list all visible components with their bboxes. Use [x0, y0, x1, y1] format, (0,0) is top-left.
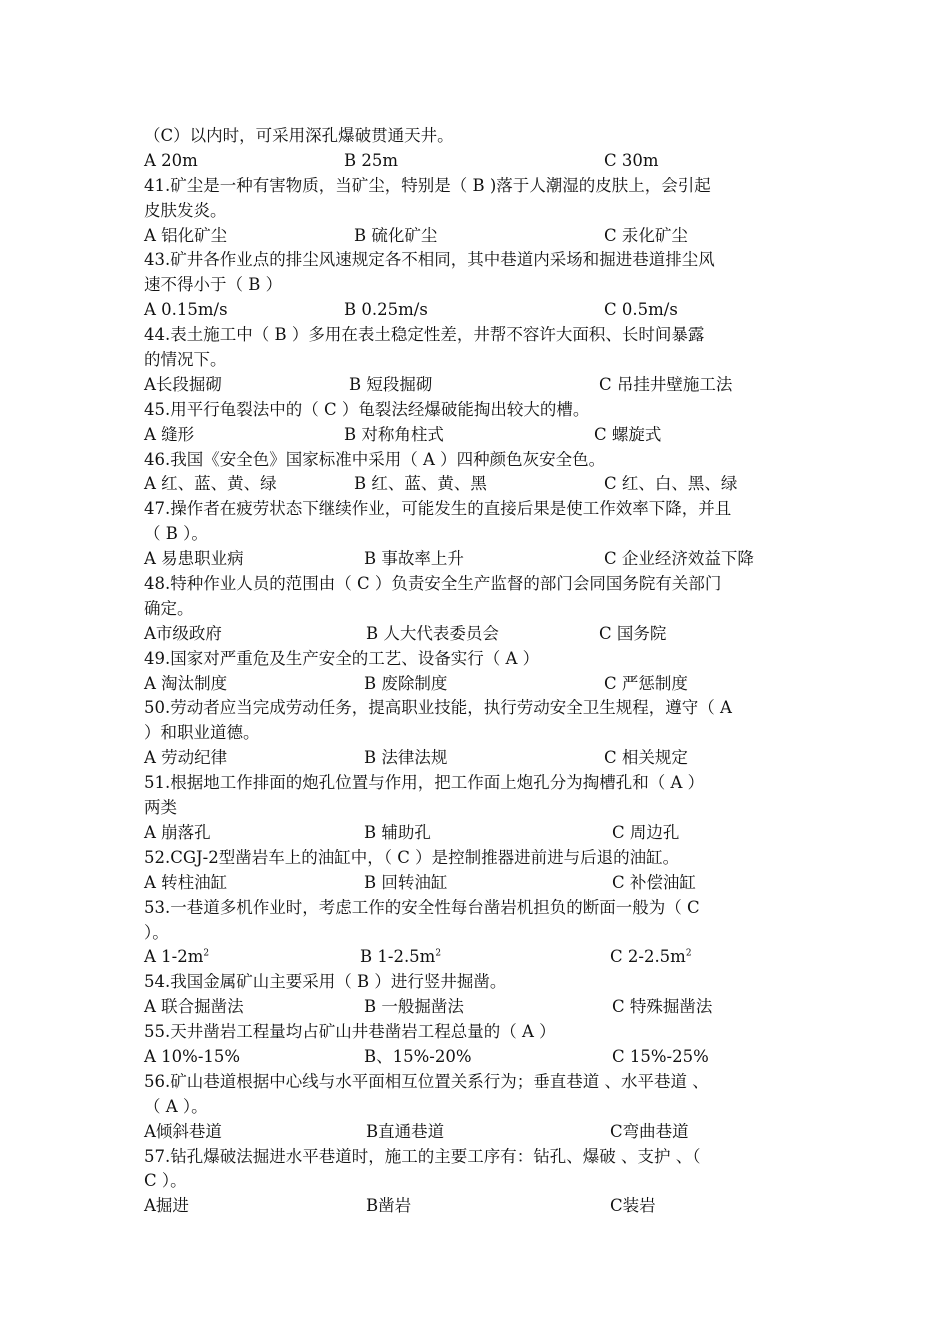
question-text-line [144, 647, 839, 672]
option-a [144, 871, 227, 896]
option-a-text: A 1-2m [144, 947, 204, 967]
option-b [354, 472, 487, 497]
option-c [599, 622, 666, 647]
option-b [364, 746, 447, 771]
option-a-text: A长段掘砌 [144, 374, 222, 394]
option-a [144, 298, 228, 323]
option-a-text: A 易患职业病 [144, 549, 244, 569]
option-a [144, 1120, 222, 1145]
option-c [612, 1045, 709, 1070]
question-text-line [144, 896, 839, 921]
question-text-line [144, 1145, 839, 1170]
option-b [349, 373, 432, 398]
question-text-line [144, 1095, 839, 1120]
option-a-text: A 铝化矿尘 [144, 225, 228, 245]
option-c [604, 224, 688, 249]
option-a-text: A 20m [144, 150, 198, 170]
superscript-unit: 2 [685, 948, 692, 959]
question-text-line [144, 248, 839, 273]
option-b-text: B 人大代表委员会 [366, 623, 499, 643]
option-c-text: C 国务院 [599, 623, 667, 643]
option-a [144, 1045, 240, 1070]
option-a-text: A市级政府 [144, 623, 222, 643]
option-a [144, 945, 209, 970]
option-c [612, 821, 679, 846]
question-text-line [144, 1070, 839, 1095]
question-text-line [144, 497, 839, 522]
option-a-text: A 劳动纪律 [144, 748, 228, 768]
option-c [604, 547, 754, 572]
option-a-text: A 缝形 [144, 424, 195, 444]
question-text: 47.操作者在疲劳状态下继续作业，可能发生的直接后果是使工作效率下降，并且 [144, 499, 732, 519]
question-text: ）和职业道德。 [144, 723, 260, 743]
question-text-line [144, 174, 839, 199]
option-b [360, 945, 441, 970]
option-b [344, 149, 398, 174]
option-b-text: B 0.25m/s [344, 300, 428, 320]
option-a-text: A 10%-15% [144, 1046, 241, 1066]
answer-options-line [144, 547, 839, 572]
option-c [599, 373, 732, 398]
question-text-line [144, 846, 839, 871]
option-c-text: C 周边孔 [612, 822, 680, 842]
answer-options-line [144, 622, 839, 647]
question-text-line [144, 448, 839, 473]
question-text-line [144, 597, 839, 622]
option-a [144, 672, 227, 697]
question-text: （ A ）。 [144, 1096, 208, 1116]
question-text-line [144, 323, 839, 348]
option-b-text: B 一般掘凿法 [364, 997, 464, 1017]
option-c-text: C弯曲巷道 [610, 1121, 689, 1141]
option-b-text: B、15%-20% [364, 1046, 472, 1066]
question-text: （C）以内时，可采用深孔爆破贯通天井。 [144, 126, 454, 145]
question-text: 55.天井凿岩工程量均占矿山井巷凿岩工程总量的（ A ） [144, 1022, 556, 1042]
option-a [144, 1194, 189, 1219]
question-text: 两类 [144, 798, 177, 818]
question-text: 49.国家对严重危及生产安全的工艺、设备实行（ A ） [144, 648, 540, 668]
option-a [144, 423, 194, 448]
option-c [612, 871, 696, 896]
option-b [366, 1194, 411, 1219]
question-text: 速不得小于（ B ） [144, 275, 283, 295]
question-text-line [144, 124, 839, 149]
question-text-line [144, 771, 839, 796]
option-a-text: A 红、蓝、黄、绿 [144, 474, 277, 494]
option-c-text: C 相关规定 [604, 748, 688, 768]
question-text: 54.我国金属矿山主要采用（ B ）进行竖井掘凿。 [144, 972, 507, 992]
option-a [144, 373, 222, 398]
option-b [364, 821, 431, 846]
option-b [354, 224, 437, 249]
option-a [144, 821, 211, 846]
option-a-text: A掘进 [144, 1196, 189, 1216]
option-b [364, 547, 464, 572]
answer-options-line [144, 746, 839, 771]
option-b-text: B 红、蓝、黄、黑 [354, 474, 487, 494]
question-text-line [144, 696, 839, 721]
question-list [144, 124, 839, 1219]
answer-options-line [144, 995, 839, 1020]
answer-options-line [144, 373, 839, 398]
option-a [144, 224, 227, 249]
option-c [604, 472, 737, 497]
option-b-text: B 短段掘砌 [349, 374, 433, 394]
option-a [144, 995, 244, 1020]
question-text: 的情况下。 [144, 350, 227, 370]
option-a-text: A 崩落孔 [144, 822, 211, 842]
option-c-text: C 红、白、黑、绿 [604, 474, 738, 494]
option-c [612, 995, 712, 1020]
answer-options-line [144, 871, 839, 896]
option-c-text: C 补偿油缸 [612, 872, 696, 892]
option-a-text: A倾斜巷道 [144, 1121, 222, 1141]
option-b-text: B 事故率上升 [364, 549, 464, 569]
option-c-text: C 2-2.5m [610, 947, 686, 967]
question-text-line [144, 398, 839, 423]
question-text-line [144, 348, 839, 373]
question-text: 52.CGJ-2型凿岩车上的油缸中，（ C ）是控制推器进前进与后退的油缸。 [144, 847, 680, 867]
answer-options-line [144, 672, 839, 697]
question-text-line [144, 273, 839, 298]
answer-options-line [144, 1194, 839, 1219]
option-c [604, 746, 688, 771]
question-text: 45.用平行龟裂法中的（ C ）龟裂法经爆破能掏出较大的槽。 [144, 399, 590, 419]
option-a [144, 472, 277, 497]
answer-options-line [144, 298, 839, 323]
superscript-unit: 2 [203, 948, 210, 959]
option-c-text: C 吊挂井壁施工法 [599, 374, 733, 394]
option-a-text: A 淘汰制度 [144, 673, 228, 693]
question-text: 48.特种作业人员的范围由（ C ）负责安全生产监督的部门会同国务院有关部门 [144, 574, 722, 594]
question-text-line [144, 721, 839, 746]
option-c-text: C 严惩制度 [604, 673, 688, 693]
option-c [594, 423, 661, 448]
answer-options-line [144, 149, 839, 174]
option-b-text: B 辅助孔 [364, 822, 431, 842]
question-text-line [144, 1020, 839, 1045]
question-text: 46.我国《安全色》国家标准中采用（ A ）四种颜色灰安全色。 [144, 449, 606, 469]
option-b [366, 1120, 444, 1145]
question-text-line [144, 970, 839, 995]
option-a-text: A 0.15m/s [144, 300, 228, 320]
option-b-text: B 废除制度 [364, 673, 448, 693]
question-text: 41.矿尘是一种有害物质，当矿尘，特别是（ B )落于人潮湿的皮肤上，会引起 [144, 175, 711, 195]
option-c-text: C 特殊掘凿法 [612, 997, 713, 1017]
question-text: （ B ）。 [144, 524, 208, 544]
question-text: 43.矿井各作业点的排尘风速规定各不相同，其中巷道内采场和掘进巷道排尘风 [144, 250, 715, 270]
question-text: 44.表土施工中（ B ）多用在表土稳定性差，井帮不容许大面积、长时间暴露 [144, 325, 705, 345]
question-text-line [144, 199, 839, 224]
answer-options-line [144, 1045, 839, 1070]
option-b-text: B 对称角柱式 [344, 424, 444, 444]
option-c [610, 945, 692, 970]
question-text: 57.钻孔爆破法掘进水平巷道时，施工的主要工序有：钻孔、爆破 、支护 、（ [144, 1146, 701, 1166]
answer-options-line [144, 472, 839, 497]
option-c [604, 149, 659, 174]
option-b [366, 622, 499, 647]
question-text-line [144, 1169, 839, 1194]
option-b-text: B 1-2.5m [360, 947, 436, 967]
option-a [144, 622, 222, 647]
option-c-text: C 15%-25% [612, 1046, 709, 1066]
option-b [344, 423, 444, 448]
question-text-line [144, 522, 839, 547]
option-b-text: B 硫化矿尘 [354, 225, 438, 245]
question-text: ）。 [144, 922, 169, 942]
option-b-text: B凿岩 [366, 1196, 412, 1216]
option-c-text: C 企业经济效益下降 [604, 549, 754, 569]
option-a [144, 149, 198, 174]
question-text-line [144, 921, 839, 946]
question-text: 50.劳动者应当完成劳动任务，提高职业技能，执行劳动安全卫生规程，遵守（ A [144, 698, 732, 718]
option-a [144, 746, 227, 771]
answer-options-line [144, 1120, 839, 1145]
option-a-text: A 联合掘凿法 [144, 997, 244, 1017]
question-text: 53.一巷道多机作业时，考虑工作的安全性每台凿岩机担负的断面一般为（ C [144, 897, 700, 917]
option-c-text: C装岩 [610, 1196, 656, 1216]
question-text-line [144, 796, 839, 821]
option-c-text: C 汞化矿尘 [604, 225, 688, 245]
option-a-text: A 转柱油缸 [144, 872, 228, 892]
option-c-text: C 30m [604, 150, 659, 170]
option-b-text: B 法律法规 [364, 748, 448, 768]
question-text: 56.矿山巷道根据中心线与水平面相互位置关系行为；垂直巷道 、水平巷道 、 [144, 1071, 709, 1091]
superscript-unit: 2 [435, 948, 442, 959]
question-text: C ）。 [144, 1171, 187, 1191]
option-b-text: B直通巷道 [366, 1121, 445, 1141]
option-b-text: B 25m [344, 150, 399, 170]
option-a [144, 547, 244, 572]
option-b [364, 1045, 472, 1070]
option-c [610, 1120, 689, 1145]
answer-options-line [144, 821, 839, 846]
answer-options-line [144, 224, 839, 249]
option-b [344, 298, 428, 323]
question-text: 皮肤发炎。 [144, 200, 227, 220]
option-c-text: C 螺旋式 [594, 424, 662, 444]
option-b [364, 871, 447, 896]
option-b-text: B 回转油缸 [364, 872, 448, 892]
question-text: 确定。 [144, 598, 194, 618]
option-b [364, 672, 447, 697]
option-b [364, 995, 464, 1020]
answer-options-line [144, 423, 839, 448]
option-c [610, 1194, 656, 1219]
option-c [604, 298, 678, 323]
answer-options-line [144, 945, 839, 970]
question-text-line [144, 572, 839, 597]
option-c [604, 672, 688, 697]
option-c-text: C 0.5m/s [604, 300, 678, 320]
question-text: 51.根据地工作排面的炮孔位置与作用，把工作面上炮孔分为掏槽孔和（ A ） [144, 773, 705, 793]
